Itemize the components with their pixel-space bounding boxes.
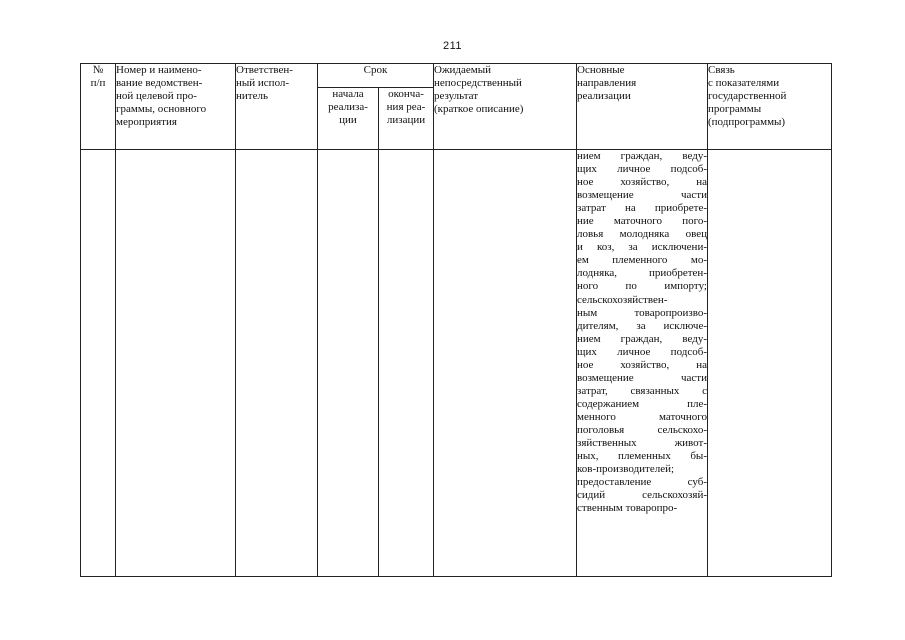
- directions-line: ных, племенных бы-: [577, 450, 707, 463]
- directions-line: затрат на приобрете-: [577, 202, 707, 215]
- cell-num: [81, 150, 116, 577]
- header-name: Номер и наимено- вание ведомствен- ной целевой про- граммы, основного мероприятия: [116, 64, 236, 150]
- directions-line: ное хозяйство, на: [577, 358, 707, 371]
- directions-line: ем племенного мо-: [577, 254, 707, 267]
- cell-link: [708, 150, 832, 577]
- header-num: № п/п: [81, 64, 116, 150]
- cell-start: [318, 150, 379, 577]
- directions-line: ние маточного пого-: [577, 215, 707, 228]
- directions-line: ного по импорту;: [577, 280, 707, 293]
- header-link: Связь с показателями государственной программы (подпрограммы): [708, 64, 832, 150]
- directions-line: ное хозяйство, на: [577, 176, 707, 189]
- directions-line: ловья молодняка овец: [577, 228, 707, 241]
- directions-line: содержанием пле-: [577, 397, 707, 410]
- table-row: [81, 150, 832, 577]
- directions-line: менного маточного: [577, 410, 707, 423]
- directions-line: щих личное подсоб-: [577, 345, 707, 358]
- header-responsible: Ответствен- ный испол- нитель: [236, 64, 318, 150]
- directions-line: предоставление суб-: [577, 476, 707, 489]
- cell-directions: [577, 150, 708, 577]
- directions-line: и коз, за исключени-: [577, 241, 707, 254]
- directions-line: сидий сельскохозяй-: [577, 489, 707, 502]
- directions-line: лодняка, приобретен-: [577, 267, 707, 280]
- directions-line: ным товаропроизво-: [577, 306, 707, 319]
- header-row-1: [81, 64, 832, 88]
- header-directions: Основные направления реализации: [577, 64, 708, 150]
- cell-responsible: [236, 150, 318, 577]
- directions-line: возмещение части: [577, 371, 707, 384]
- cell-expected-result: [434, 150, 577, 577]
- directions-line: ков-производителей;: [577, 463, 675, 476]
- directions-line: нием граждан, веду-: [577, 150, 707, 162]
- directions-line: затрат, связанных с: [577, 384, 707, 397]
- directions-text: [577, 150, 707, 515]
- header-end: оконча- ния реа- лизации: [379, 88, 434, 150]
- directions-line: зяйственных живот-: [577, 437, 707, 450]
- program-table: [80, 63, 832, 577]
- header-start: начала реализа- ции: [318, 88, 379, 150]
- directions-line: поголовья сельскохо-: [577, 423, 707, 436]
- directions-line: нием граждан, веду-: [577, 332, 707, 345]
- header-srok: Срок: [318, 64, 434, 88]
- directions-line: дителям, за исключе-: [577, 319, 707, 332]
- directions-line: возмещение части: [577, 189, 707, 202]
- directions-line: щих личное подсоб-: [577, 163, 707, 176]
- directions-line: ственным товаропро-: [577, 502, 678, 515]
- page-number: 211: [442, 40, 463, 52]
- cell-end: [379, 150, 434, 577]
- cell-name: [116, 150, 236, 577]
- header-expected-result: Ожидаемый непосредственный результат (краткое описание): [434, 64, 577, 150]
- directions-line: сельскохозяйствен-: [577, 293, 668, 306]
